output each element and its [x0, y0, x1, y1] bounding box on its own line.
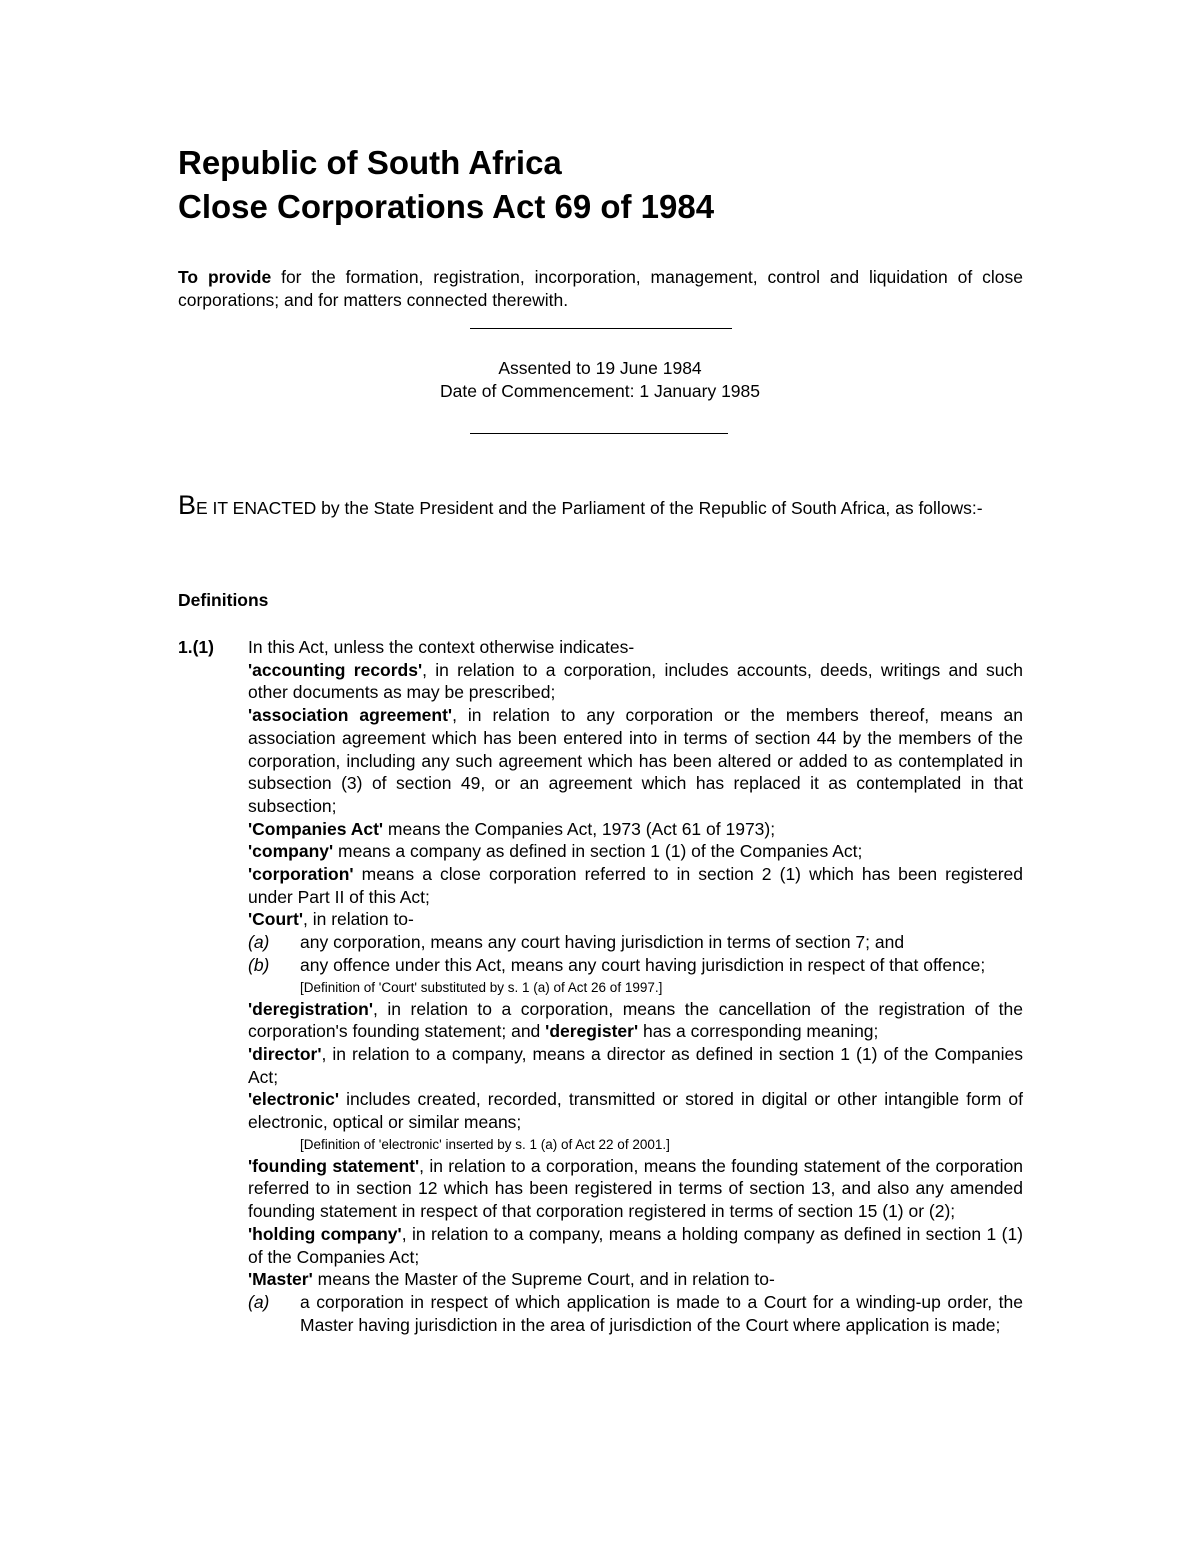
lead-text: In this Act, unless the context otherwise indicates-: [248, 637, 635, 657]
term: 'association agreement': [248, 705, 453, 726]
definition-holding-company: [248, 1223, 1023, 1268]
paragraph-label: (a): [248, 1291, 270, 1312]
definition-text: means a close corporation referred to in section 2 (1) which has been registered under Part II of this Act;: [248, 864, 1023, 907]
definition-text: , in relation to a company, means a director as defined in section 1 (1) of the Companies Act;: [248, 1043, 1023, 1087]
term: 'accounting records': [248, 659, 423, 680]
definition-text: , in relation to a corporation, means the founding statement of the corporation referred to in section 12 which has been registered in terms of section 13, and also any amended founding statement in respect of that corporation registered in terms of section 15 (1) or (2);: [248, 1155, 1023, 1222]
enacting-clause: [178, 489, 1023, 524]
definition-companies-act: [248, 818, 1023, 841]
paragraph-text: a corporation in respect of which application is made to a Court for a winding-up order, the Master having jurisdiction in the area of jurisdiction of the Court where application is made;: [300, 1291, 1023, 1335]
enacting-caps: E IT ENACTED: [196, 498, 317, 518]
paragraph-label: (a): [248, 932, 270, 953]
term: 'electronic': [248, 1089, 339, 1110]
court-paragraph-a: [248, 931, 1023, 954]
definition-association-agreement: [248, 704, 1023, 818]
definition-text: , in relation to any corporation or the members thereof, means an association agreement which has been entered into in terms of section 44 by the members of the corporation, including any such agreement which has been altered or added to as contemplated in subsection (3) of section 49, or an agreement which has replaced it as contemplated in that subsection;: [248, 705, 1023, 816]
term: 'corporation': [248, 864, 354, 885]
definition-text: means a company as defined in section 1 (1) of the Companies Act;: [333, 841, 863, 862]
definition-deregistration: [248, 998, 1023, 1043]
term: 'holding company': [248, 1223, 402, 1244]
definition-text: , in relation to-: [302, 909, 414, 930]
assent-date: Assented to 19 June 1984: [498, 358, 702, 378]
section-heading: Definitions: [178, 590, 269, 610]
definition-founding-statement: [248, 1155, 1023, 1223]
definition-corporation: [248, 863, 1023, 908]
term: 'Master': [248, 1269, 313, 1290]
definition-electronic: [248, 1088, 1023, 1133]
title-act: Close Corporations Act 69 of 1984: [178, 188, 715, 225]
definition-accounting-records: [248, 659, 1023, 704]
section-number: 1.(1): [178, 637, 214, 657]
term: 'deregister': [545, 1021, 639, 1042]
definition-court: [248, 908, 1023, 931]
amendment-note: [Definition of 'electronic' inserted by s. 1 (a) of Act 22 of 2001.]: [300, 1136, 670, 1152]
court-paragraph-b: [248, 954, 1023, 977]
paragraph-text: any corporation, means any court having jurisdiction in terms of section 7; and: [300, 932, 905, 953]
title-country: Republic of South Africa: [178, 144, 562, 181]
paragraph-text: any offence under this Act, means any court having jurisdiction in respect of that offence;: [300, 954, 986, 975]
definition-text: has a corresponding meaning;: [638, 1021, 879, 1042]
paragraph-label: (b): [248, 954, 270, 975]
commencement-date: Date of Commencement: 1 January 1985: [439, 381, 761, 401]
long-title-text: for the formation, registration, incorporation, management, control and liquidation of close corporations; and for matters connected therewith.: [178, 267, 1023, 310]
definition-text: includes created, recorded, transmitted or stored in digital or other intangible form of electronic, optical or similar means;: [248, 1089, 1023, 1133]
definition-text: means the Companies Act, 1973 (Act 61 of 1973);: [383, 818, 776, 839]
drop-letter: B: [178, 490, 197, 520]
definition-text: , in relation to a corporation, includes accounts, deeds, writings and such other documents as may be prescribed;: [248, 659, 1023, 703]
term: 'director': [248, 1043, 322, 1064]
definitions-body: [248, 636, 1023, 1336]
term: 'Court': [248, 909, 303, 930]
master-paragraph-a: [248, 1291, 1023, 1336]
term: 'deregistration': [248, 998, 374, 1019]
definition-text: , in relation to a company, means a holding company as defined in section 1 (1) of the Companies Act;: [248, 1223, 1024, 1267]
definition-text: means the Master of the Supreme Court, and in relation to-: [312, 1269, 775, 1290]
definition-company: [248, 840, 1023, 863]
divider-bottom: [470, 433, 728, 434]
long-title-lead: To provide: [178, 267, 272, 287]
term: 'company': [248, 841, 334, 862]
definition-text: , in relation to a corporation, means the cancellation of the registration of the corporation's founding statement; and: [248, 998, 1023, 1042]
enacting-text: by the State President and the Parliament of the Republic of South Africa, as follows:-: [316, 498, 983, 518]
amendment-note: [Definition of 'Court' substituted by s. 1 (a) of Act 26 of 1997.]: [300, 979, 663, 995]
term: 'founding statement': [248, 1155, 420, 1176]
divider-top: [470, 328, 732, 329]
long-title: [178, 266, 1023, 312]
definition-master: [248, 1268, 1023, 1291]
definition-director: [248, 1043, 1023, 1088]
term: 'Companies Act': [248, 818, 384, 839]
